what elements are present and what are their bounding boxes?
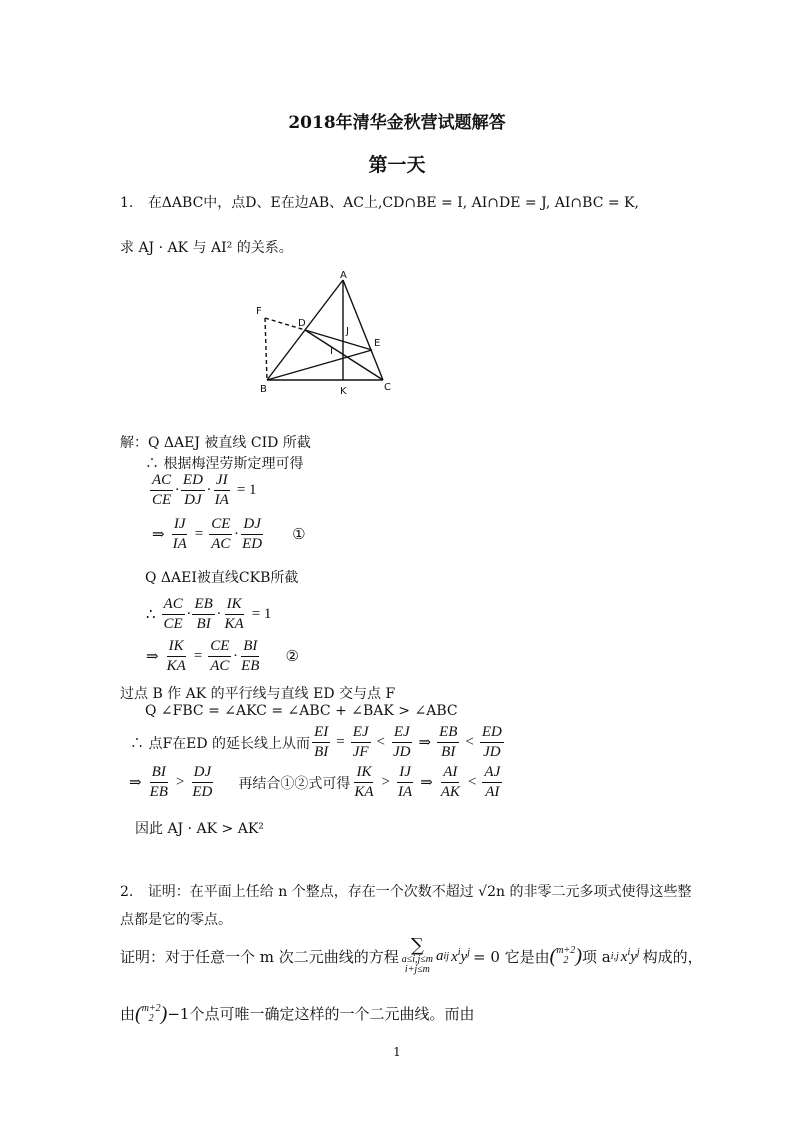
label-c: C bbox=[384, 382, 391, 393]
label-d: D bbox=[298, 318, 306, 329]
binomial: ( m+2 2 ) bbox=[135, 1002, 168, 1025]
frac-den: ED bbox=[192, 784, 213, 800]
frac-den: AC bbox=[210, 658, 230, 674]
document-title: 2018年清华金秋营试题解答 bbox=[288, 113, 506, 133]
frac-den: BI bbox=[441, 744, 456, 760]
label-a: A bbox=[340, 270, 347, 281]
frac-den: EB bbox=[149, 784, 168, 800]
solution-line-1 bbox=[120, 432, 311, 452]
frac-den: AI bbox=[485, 784, 500, 800]
proof-text: −1个点可唯一确定这样的一个二元曲线。而由 bbox=[167, 1005, 475, 1023]
problem-statement-line2: 求 AJ · AK 与 AI² 的关系。 bbox=[120, 240, 293, 256]
binom-top: m+2 bbox=[556, 945, 576, 956]
problem-statement: 在ΔABC中，点D、E在边AB、AC上,CD∩BE = I, AI∩DE = J, AI∩BC = K, bbox=[147, 195, 639, 211]
equation-tag: ① bbox=[292, 527, 306, 543]
implies-symbol: ⇒ bbox=[152, 527, 165, 543]
frac-den: IA bbox=[398, 784, 413, 800]
label-j: J bbox=[346, 326, 349, 337]
frac-num: DJ bbox=[192, 764, 214, 783]
binom-bottom: 2 bbox=[563, 955, 569, 966]
frac-den: AK bbox=[440, 784, 460, 800]
binom-bottom: 2 bbox=[148, 1012, 154, 1024]
page-number: 1 bbox=[393, 1045, 401, 1059]
day-heading: 第一天 bbox=[368, 154, 426, 176]
label-k: K bbox=[340, 386, 347, 397]
frac-num: DJ bbox=[241, 516, 263, 535]
summation: ∑ a≤i,j≤m i+j≤m bbox=[401, 935, 434, 975]
label-b: B bbox=[260, 384, 267, 395]
frac-den: KA bbox=[224, 616, 244, 632]
frac-num: IJ bbox=[172, 516, 188, 535]
frac-num: CE bbox=[209, 516, 232, 535]
coefficient: a bbox=[436, 947, 444, 964]
frac-num: EJ bbox=[351, 724, 371, 743]
frac-den: EB bbox=[241, 658, 260, 674]
frac-num: AJ bbox=[482, 764, 502, 783]
frac-den: CE bbox=[152, 492, 172, 508]
frac-den: IA bbox=[214, 492, 229, 508]
frac-num: CE bbox=[208, 638, 231, 657]
proof-text: 构成的， bbox=[642, 947, 703, 966]
binomial: ( m+2 2 ) bbox=[549, 945, 582, 967]
frac-den: ED bbox=[242, 536, 263, 552]
frac-num: AC bbox=[162, 596, 185, 615]
frac-den: JD bbox=[483, 744, 501, 760]
frac-den: JD bbox=[393, 744, 411, 760]
label-e: E bbox=[374, 338, 381, 349]
equation-4: ⇒ $\frac{IK}{KA}$ = $\frac{CE}{AC}$ · $\frac{BI}{EB}$ ② bbox=[146, 638, 299, 674]
frac-num: ED bbox=[480, 724, 504, 743]
proof-text: 由 bbox=[120, 1005, 136, 1023]
frac-num: AC bbox=[150, 472, 173, 491]
equation-rhs: = 1 bbox=[251, 606, 272, 622]
frac-num: IJ bbox=[397, 764, 413, 783]
solution-line-6: ∴ 点F在ED 的延长线上从而 bbox=[130, 735, 311, 752]
solution-line-3: Q ΔAEI被直线CKB所截 bbox=[145, 570, 299, 586]
frac-den: KA bbox=[166, 658, 186, 674]
solution-line-2: ∴ 根据梅涅劳斯定理可得 bbox=[145, 456, 304, 472]
triangle-figure bbox=[250, 268, 410, 398]
frac-num: EB bbox=[437, 724, 459, 743]
frac-num: EJ bbox=[392, 724, 412, 743]
label-i: I bbox=[330, 346, 333, 357]
implies-symbol: ⇒ bbox=[146, 649, 159, 665]
proof-line-1: 证明：对于任意一个 m 次二元曲线的方程 ∑ a≤i,j≤m i+j≤m a ij $x^iy^j$ = 0 它是由 ( m+2 2 ) 项 a i,j $x^iy^j$ 构成的， bbox=[120, 935, 703, 975]
proof-text: = 0 它是由 bbox=[473, 947, 550, 966]
problem-2-line2: 点都是它的零点。 bbox=[120, 912, 232, 928]
frac-num: BI bbox=[241, 638, 259, 657]
proof-text: 证明：对于任意一个 m 次二元曲线的方程 bbox=[120, 947, 399, 966]
frac-den: JF bbox=[352, 744, 369, 760]
problem-number: 2. bbox=[120, 884, 134, 900]
equation-3: ∴ $\frac{AC}{CE}$ · $\frac{EB}{BI}$ · $\frac{IK}{KA}$ = 1 bbox=[146, 596, 272, 632]
therefore-symbol: ∴ bbox=[146, 607, 156, 623]
equation-2: ⇒ $\frac{IJ}{IA}$ = $\frac{CE}{AC}$ · $\frac{DJ}{ED}$ ① bbox=[152, 516, 306, 552]
combine-text: 再结合①②式可得 bbox=[238, 775, 351, 792]
frac-num: IK bbox=[167, 638, 186, 657]
problem-number: 1. bbox=[120, 195, 134, 211]
proof-line-2 bbox=[120, 1003, 474, 1024]
problem-2 bbox=[120, 881, 691, 901]
solution-text: Q ΔAEJ 被直线 CID 所截 bbox=[148, 435, 311, 451]
solution-line-4: 过点 B 作 AK 的平行线与直线 ED 交与点 F bbox=[120, 686, 396, 702]
frac-num: EB bbox=[192, 596, 214, 615]
problem-statement: 证明：在平面上任给 n 个整点，存在一个次数不超过 √2n 的非零二元多项式使得这些整 bbox=[147, 884, 692, 900]
frac-num: BI bbox=[150, 764, 168, 783]
frac-num: EI bbox=[312, 724, 330, 743]
proof-text: 项 a bbox=[581, 947, 611, 966]
solution-line-5: Q ∠FBC = ∠AKC = ∠ABC + ∠BAK > ∠ABC bbox=[145, 703, 458, 719]
equation-6: ∴ 点F在ED 的延长线上从而 $\frac{EI}{BI}$ = $\frac{EJ}{JF}$ < $\frac{EJ}{JD}$ ⇒ $\frac{EB}{BI}$ < $\frac{ED}{JD}$ bbox=[130, 724, 502, 760]
frac-num: IK bbox=[225, 596, 244, 615]
frac-num: JI bbox=[214, 472, 230, 491]
equation-rhs: = 1 bbox=[236, 482, 257, 498]
equation-7: ⇒ $\frac{BI}{EB}$ > $\frac{DJ}{ED}$ 再结合①②式可得 $\frac{IK}{KA}$ > $\frac{IJ}{IA}$ ⇒ $\frac{AI}{AK}$ < $\frac{AJ}{AI}$ bbox=[129, 764, 501, 800]
label-f: F bbox=[256, 306, 262, 317]
frac-den: CE bbox=[163, 616, 183, 632]
frac-num: ED bbox=[181, 472, 205, 491]
equation-tag: ② bbox=[285, 649, 299, 665]
conclusion: 因此 AJ · AK > AK² bbox=[135, 821, 264, 837]
sum-subscript: a≤i,j≤m bbox=[401, 954, 434, 965]
frac-num: IK bbox=[354, 764, 373, 783]
frac-den: IA bbox=[172, 536, 187, 552]
problem-1 bbox=[120, 192, 639, 212]
frac-den: DJ bbox=[184, 492, 202, 508]
frac-den: AC bbox=[211, 536, 231, 552]
sum-subscript-2: i+j≤m bbox=[404, 964, 430, 975]
equation-1: $\frac{AC}{CE}$ · $\frac{ED}{DJ}$ · $\frac{JI}{IA}$ = 1 bbox=[152, 472, 257, 508]
frac-den: BI bbox=[314, 744, 329, 760]
frac-den: KA bbox=[354, 784, 374, 800]
binom-top: m+2 bbox=[141, 1002, 161, 1014]
frac-num: AI bbox=[441, 764, 459, 783]
solution-label: 解： bbox=[120, 435, 148, 451]
frac-den: BI bbox=[196, 616, 211, 632]
